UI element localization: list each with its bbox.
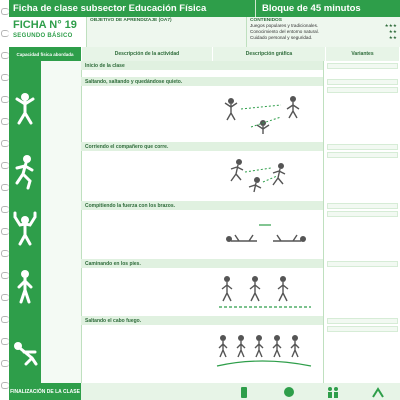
capacity-column xyxy=(9,61,41,77)
section-title: Compitiendo la fuerza con los brazos. xyxy=(81,201,323,210)
duration-cell xyxy=(41,61,82,77)
contents-heading: CONTENIDOS xyxy=(250,18,282,23)
section-description xyxy=(81,87,209,89)
section-description xyxy=(81,70,209,72)
ficha-level: SEGUNDO BÁSICO xyxy=(13,33,73,39)
closing-label: FINALIZACIÓN DE LA CLASE xyxy=(10,388,80,395)
variant-note xyxy=(327,79,398,85)
ring xyxy=(1,74,9,81)
ring xyxy=(1,294,9,301)
capacity-column xyxy=(9,201,41,259)
activity-diagram-icon xyxy=(211,269,321,313)
rating-stars: ★★★ xyxy=(384,23,397,28)
ring xyxy=(1,52,9,59)
variant-note xyxy=(327,87,398,93)
rating-stars: ★★ xyxy=(388,35,397,40)
duration-cell xyxy=(41,77,82,142)
activity-diagram-icon xyxy=(211,211,321,255)
ring xyxy=(1,140,9,147)
duration-text xyxy=(41,61,81,65)
group-figures-icon xyxy=(326,385,340,399)
duration-text xyxy=(41,201,81,205)
ring xyxy=(1,162,9,169)
duration-text xyxy=(41,259,81,263)
contents-item-label: Conocimiento del entorno natural. xyxy=(250,29,319,34)
duration-text xyxy=(41,77,81,81)
block-duration: Bloque de 45 minutos xyxy=(255,0,400,17)
variant-note xyxy=(327,318,398,324)
jumping-figure-icon xyxy=(12,91,38,127)
capacity-column xyxy=(9,259,41,316)
section-row-rope xyxy=(9,316,400,383)
ring xyxy=(1,338,9,345)
activity-diagram-icon xyxy=(211,326,321,378)
variants-cell xyxy=(323,316,400,383)
variants-cell xyxy=(323,61,400,77)
ring xyxy=(1,118,9,125)
ring xyxy=(1,272,9,279)
contents-item xyxy=(250,35,397,41)
ring xyxy=(1,8,9,15)
column-headers xyxy=(9,47,400,61)
duration-text xyxy=(41,316,81,320)
running-figure-icon xyxy=(12,154,38,190)
hydration-icon xyxy=(237,385,251,399)
section-row-strength xyxy=(9,201,400,259)
variant-note xyxy=(327,326,398,332)
section-description xyxy=(81,152,209,154)
session-cell xyxy=(81,201,323,260)
closing-illustrations xyxy=(222,383,400,400)
capacity-column xyxy=(9,142,41,201)
column-head-capacity: Capacidad física abordada xyxy=(9,47,82,61)
activity-diagram-icon xyxy=(211,87,321,139)
ficha-box xyxy=(9,17,87,47)
info-strip xyxy=(9,17,400,48)
variants-cell xyxy=(323,142,400,201)
stretching-icon xyxy=(371,385,385,399)
contents-item-label: Juegos populares y tradicionales. xyxy=(250,23,319,28)
session-cell xyxy=(81,259,323,317)
section-row-running xyxy=(9,142,400,201)
section-description xyxy=(81,211,209,213)
variant-note xyxy=(327,144,398,150)
variant-note xyxy=(327,211,398,217)
section-title: Saltando el cabo fuego. xyxy=(81,316,323,325)
closing-section xyxy=(9,383,400,400)
sheet-title: Ficha de clase subsector Educación Física xyxy=(13,3,207,14)
column-head-variants: Variantes xyxy=(326,47,400,61)
section-row-jumping xyxy=(9,77,400,142)
session-cell xyxy=(81,142,323,202)
column-head-session: Descripción de la actividad xyxy=(82,47,213,61)
session-cell xyxy=(81,77,323,143)
session-cell xyxy=(81,316,323,384)
ring xyxy=(1,228,9,235)
objective-heading: OBJETIVO DE APRENDIZAJE (OA7) xyxy=(90,18,172,23)
column-head-graphic: Descripción gráfica xyxy=(213,47,326,61)
duration-text xyxy=(41,142,81,146)
ring xyxy=(1,316,9,323)
ring xyxy=(1,382,9,389)
ring xyxy=(1,184,9,191)
binder-rings xyxy=(0,0,9,400)
variant-note xyxy=(327,63,398,69)
session-cell xyxy=(81,61,323,78)
section-title: Saltando, saltando y quedándose quieto. xyxy=(81,77,323,86)
duration-cell xyxy=(41,201,82,259)
hand-washing-icon xyxy=(282,385,296,399)
closing-text xyxy=(81,383,222,400)
variant-note xyxy=(327,261,398,267)
stretching-figure-icon xyxy=(12,332,38,368)
rating-stars: ★★ xyxy=(388,29,397,34)
section-description xyxy=(81,269,209,271)
section-title: Inicio de la clase xyxy=(81,61,323,70)
variants-cell xyxy=(323,77,400,142)
section-title: Caminando en los pies. xyxy=(81,259,323,268)
strength-figure-icon xyxy=(12,211,38,247)
section-row-intro xyxy=(9,61,400,77)
duration-cell xyxy=(41,316,82,383)
section-row-walking xyxy=(9,259,400,316)
duration-cell xyxy=(41,259,82,316)
contents-item-label: Cuidado personal y seguridad. xyxy=(250,35,313,40)
variants-cell xyxy=(323,259,400,316)
ring xyxy=(1,250,9,257)
capacity-column xyxy=(9,316,41,383)
ring xyxy=(1,96,9,103)
duration-cell xyxy=(41,142,82,201)
activity-diagram-icon xyxy=(211,152,321,198)
ring xyxy=(1,30,9,37)
ring xyxy=(1,206,9,213)
variant-note xyxy=(327,203,398,209)
title-bar xyxy=(9,0,400,17)
section-description xyxy=(81,326,209,328)
contents-box xyxy=(247,17,400,47)
ficha-number: FICHA N° 19 xyxy=(13,19,77,31)
walking-figure-icon xyxy=(12,269,38,305)
variant-note xyxy=(327,152,398,158)
ring xyxy=(1,360,9,367)
capacity-column xyxy=(9,77,41,142)
variants-cell xyxy=(323,201,400,259)
section-title: Corriendo el compañero que corre. xyxy=(81,142,323,151)
objective-box xyxy=(87,17,247,47)
